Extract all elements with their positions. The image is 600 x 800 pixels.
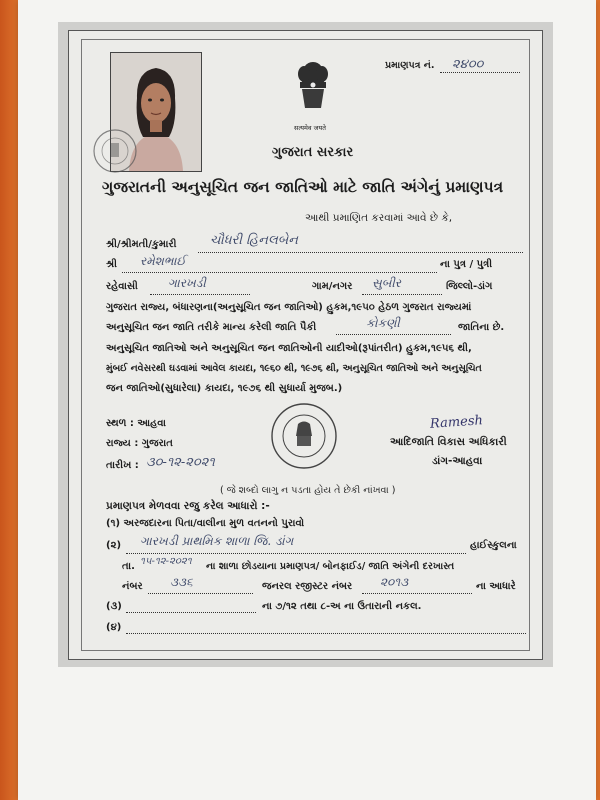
certificate-number-label: પ્રમાણપત્ર નં. [385,60,435,71]
register-line-2 [362,593,472,594]
register-line-1 [148,593,253,594]
officer-signature: Ramesh [429,413,484,432]
basis-4-line [126,633,526,634]
caste-value: કોકણી [366,316,400,330]
name-line [198,252,523,253]
register-suffix: ના આધારે [476,581,516,592]
national-emblem-icon [290,62,336,122]
basis-item-3-prefix: (૩) [106,601,122,612]
taluka-value: સુબીર [372,276,401,290]
photo-seal-icon [92,128,138,174]
certificate-main-title: ગુજરાતની અનુસૂચિત જન જાતિઓ માટે જાતિ અંગેનું પ્રમાણપત્ર [102,178,504,196]
certificate-number-line [440,72,520,73]
register-label-2: જનરલ રજીસ્ટર નંબર [262,581,353,592]
register-value-2: ૨૦૧૩ [380,575,409,589]
register-value-1: ૩૩૬ [170,575,193,589]
place-label: સ્થળ : આહવા [106,418,166,429]
emblem-caption: सत्यमेव जयते [294,124,326,132]
state-label: રાજ્ય : ગુજરાત [106,438,173,449]
para-line-4: મુંબઈ નવેસરથી ઘડવામાં આવેલ કાયદા, ૧૯૬૦ થી, ૧૯૭૬ થી, અનુસૂચિત જાતિઓ અને અનુસૂચિત [106,363,482,374]
leaving-date: ૧૫-૧૨-૨૦૨૧ [140,556,192,567]
register-label-1: નંબર [122,581,143,592]
son-daughter-label: ના પુત્ર / પુત્રી [440,259,493,270]
officer-place: ડાંગ-આહવા [432,455,483,467]
date-label: તારીખ : [106,460,139,471]
name-label: શ્રી/શ્રીમતી/કુમારી [106,239,177,250]
father-label: શ્રી [106,259,118,270]
basis-item-2-suffix: હાઈસ્કુલના [470,540,517,551]
father-line [122,272,437,273]
village-value: ગારખડી [168,276,206,290]
para-line-1: ગુજરાત રાજ્ય, બંધારણના(અનુસૂચિત જન જાતિઓ) હુકમ,૧૯૫૦ હેઠળ ગુજરાત રાજ્યમાં [106,302,472,313]
caste-line [336,334,451,335]
office-seal-icon [270,402,338,470]
village-label: ગામ/નગર [312,281,353,292]
para-line-3: અનુસૂચિત જાતિઓ અને અનુસૂચિત જન જાતિઓની યાદીઓ(રૂપાંતરીત) હુકમ,૧૯૫૬ થી, [106,343,472,354]
strike-note: ( જે શબ્દો લાગુ ન પડતા હોય તે છેકી નાંખવા ) [220,485,396,496]
district-label: જિલ્લો-ડાંગ [446,281,493,292]
government-title: ગુજરાત સરકાર [272,145,354,160]
para-line-2: અનુસૂચિત જન જાતિ તરીકે માન્ય કરેલી જાતિ પૈકી [106,322,317,333]
officer-title: આદિજાતિ વિકાસ અધિકારી [390,436,507,448]
village-line [150,294,250,295]
basis-2b-text: ના શાળા છોડયાના પ્રમાણપત્ર/ બોનફાઈડ/ જાતિ અંગેની દરખાસ્ત [206,561,455,572]
certify-line: આથી પ્રમાણિત કરવામાં આવે છે કે, [305,212,453,224]
applicant-name: ચૌધરી હિનલબેન [210,233,298,248]
basis-item-4-prefix: (૪) [106,622,122,633]
father-name: રમેશભાઈ [140,254,186,268]
para-line-5: જન જાતિઓ(સુધારેલા) કાયદા, ૧૯૭૬ થી સુધાર્યા મુજબ.) [106,383,343,394]
certificate-number-value: ૨૪૦૦ [452,57,484,72]
basis-2b-prefix: તા. [122,561,135,572]
basis-3-line [126,612,256,613]
basis-2-line [126,553,466,554]
basis-heading: પ્રમાણપત્ર મેળવવા રજુ કરેલ આધારો :- [106,500,270,512]
basis-item-2-prefix: (૨) [106,540,122,551]
school-name: ગારખડી પ્રાથમિક શાળા જિ. ડાંગ [140,534,294,548]
resident-label: રહેવાસી [106,281,138,292]
taluka-line [362,294,442,295]
issue-date: ૩૦-૧૨-૨૦૨૧ [146,455,215,470]
basis-item-1: (૧) અરજદારના પિતા/વાલીના મુળ વતનનો પુરાવો [106,518,305,529]
caste-suffix: જાતિના છે. [458,322,505,333]
basis-item-3-text: ના ૭/૧૨ તથા ૮-અ ના ઉતારાની નકલ. [262,601,422,612]
